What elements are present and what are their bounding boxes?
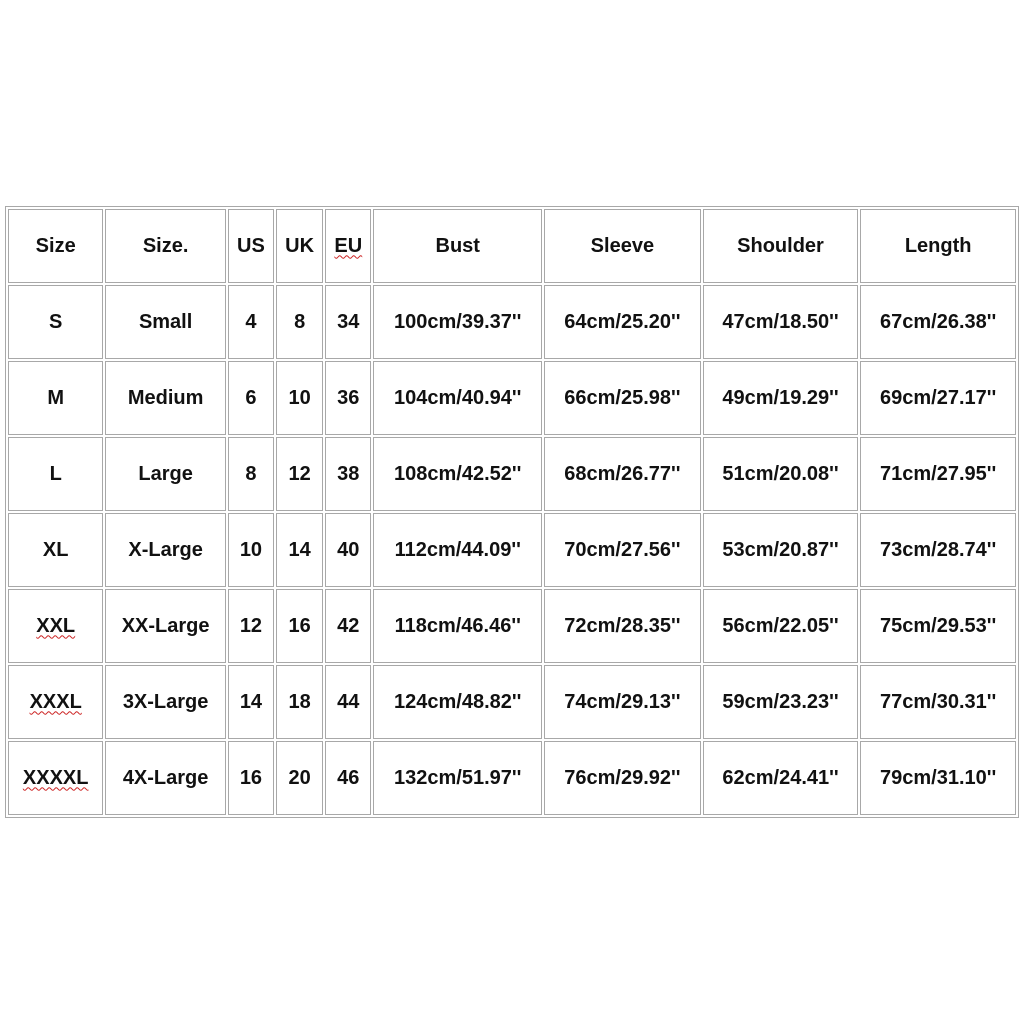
cell-sleeve: 66cm/25.98'' [544,361,701,435]
table-row [8,589,1016,663]
header-size-name: Size. [105,209,225,283]
header-eu [325,209,371,283]
cell-sleeve: 76cm/29.92'' [544,741,701,815]
cell-bust: 124cm/48.82'' [373,665,542,739]
table-row [8,437,1016,511]
cell-sleeve: 74cm/29.13'' [544,665,701,739]
cell-sleeve: 68cm/26.77'' [544,437,701,511]
cell-uk: 20 [276,741,323,815]
cell-shoulder: 59cm/23.23'' [703,665,859,739]
cell-length: 71cm/27.95'' [860,437,1016,511]
cell-length: 69cm/27.17'' [860,361,1016,435]
header-sleeve: Sleeve [544,209,701,283]
cell-shoulder: 47cm/18.50'' [703,285,859,359]
cell-bust: 104cm/40.94'' [373,361,542,435]
cell-us: 10 [228,513,274,587]
cell-us: 14 [228,665,274,739]
cell-size-name: XX-Large [105,589,225,663]
cell-uk: 16 [276,589,323,663]
cell-uk: 10 [276,361,323,435]
cell-shoulder: 51cm/20.08'' [703,437,859,511]
table-row [8,513,1016,587]
cell-uk: 8 [276,285,323,359]
cell-bust: 108cm/42.52'' [373,437,542,511]
cell-size-name: X-Large [105,513,225,587]
cell-size-label: XXXXL [22,766,89,789]
cell-size-name: Small [105,285,225,359]
cell-shoulder: 49cm/19.29'' [703,361,859,435]
table-row [8,361,1016,435]
cell-size-name: Large [105,437,225,511]
cell-size-name: 3X-Large [105,665,225,739]
cell-size [8,589,103,663]
cell-sleeve: 70cm/27.56'' [544,513,701,587]
cell-eu: 36 [325,361,371,435]
header-shoulder: Shoulder [703,209,859,283]
cell-uk: 12 [276,437,323,511]
cell-uk: 18 [276,665,323,739]
cell-eu: 38 [325,437,371,511]
cell-shoulder: 53cm/20.87'' [703,513,859,587]
cell-us: 12 [228,589,274,663]
table-row [8,665,1016,739]
cell-uk: 14 [276,513,323,587]
cell-length: 67cm/26.38'' [860,285,1016,359]
cell-eu: 44 [325,665,371,739]
cell-size: XL [8,513,103,587]
cell-eu: 46 [325,741,371,815]
cell-bust: 118cm/46.46'' [373,589,542,663]
cell-shoulder: 62cm/24.41'' [703,741,859,815]
cell-size: M [8,361,103,435]
cell-sleeve: 72cm/28.35'' [544,589,701,663]
table-row [8,741,1016,815]
size-chart-table [5,206,1019,818]
cell-eu: 40 [325,513,371,587]
table-row [8,285,1016,359]
header-bust: Bust [373,209,542,283]
cell-us: 4 [228,285,274,359]
cell-bust: 100cm/39.37'' [373,285,542,359]
cell-us: 8 [228,437,274,511]
cell-size: S [8,285,103,359]
cell-length: 79cm/31.10'' [860,741,1016,815]
header-eu-label: EU [334,234,363,257]
cell-size: L [8,437,103,511]
cell-eu: 34 [325,285,371,359]
cell-length: 77cm/30.31'' [860,665,1016,739]
cell-shoulder: 56cm/22.05'' [703,589,859,663]
cell-eu: 42 [325,589,371,663]
cell-size [8,665,103,739]
cell-size [8,741,103,815]
cell-us: 16 [228,741,274,815]
cell-size-name: 4X-Large [105,741,225,815]
cell-bust: 112cm/44.09'' [373,513,542,587]
header-uk: UK [276,209,323,283]
header-row [8,209,1016,283]
cell-size-label: XXL [36,614,76,637]
cell-size-name: Medium [105,361,225,435]
cell-bust: 132cm/51.97'' [373,741,542,815]
header-size: Size [8,209,103,283]
cell-us: 6 [228,361,274,435]
cell-size-label: XXXL [29,690,82,713]
cell-length: 73cm/28.74'' [860,513,1016,587]
cell-sleeve: 64cm/25.20'' [544,285,701,359]
cell-length: 75cm/29.53'' [860,589,1016,663]
header-length: Length [860,209,1016,283]
header-us: US [228,209,274,283]
